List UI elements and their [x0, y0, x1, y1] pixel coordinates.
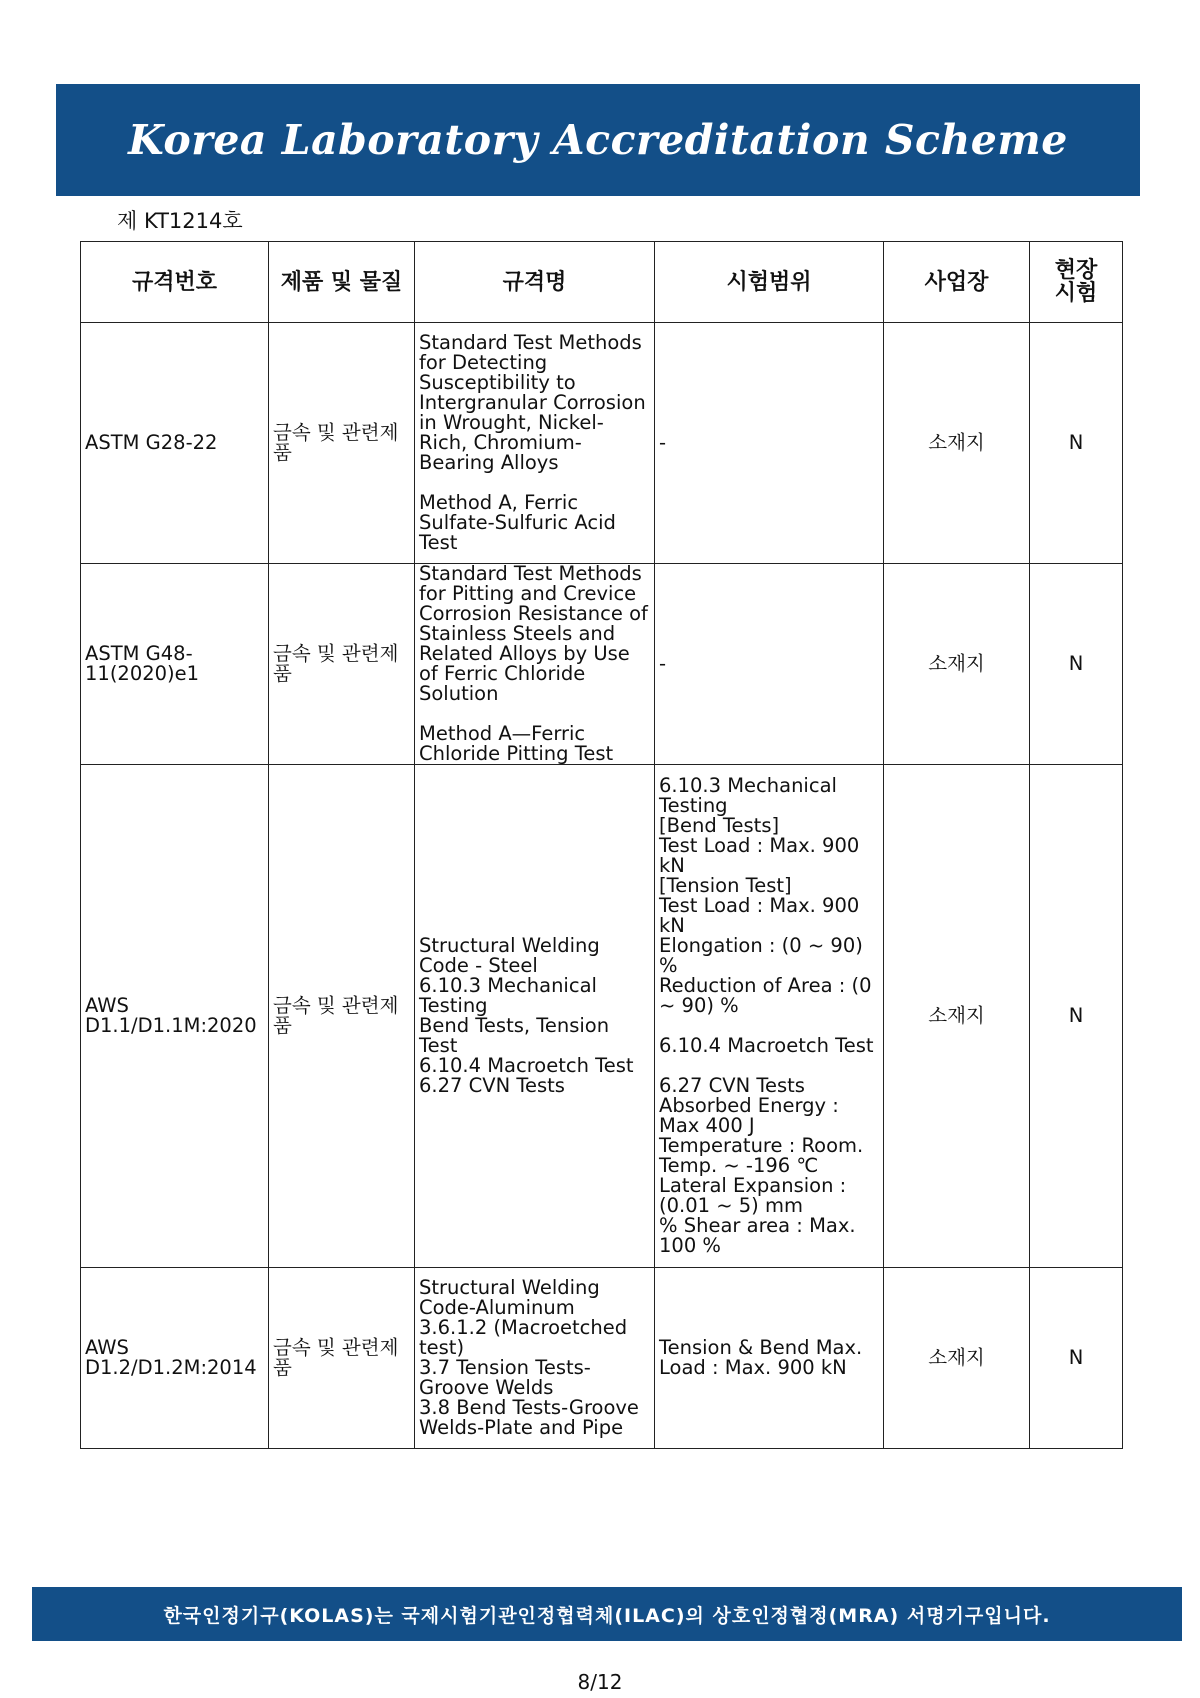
scope-line: Elongation : (0 ~ 90) %: [659, 934, 863, 977]
site-cell: 소재지: [884, 564, 1030, 765]
onsite-cell: N: [1030, 564, 1123, 765]
standard-title-cell: [415, 564, 655, 765]
product-cell: 금속 및 관련제품: [269, 323, 415, 564]
column-header-onsite-test: [1030, 242, 1123, 323]
title-line: Standard Test Methods for Pitting and Crevice Corrosion Resistance of Stainless Steels and Related Alloys by Use of Ferric Chloride Solution: [419, 563, 648, 705]
scope-line: Temperature : Room. Temp. ~ -196 ℃: [659, 1134, 864, 1177]
title-line: Standard Test Methods for Detecting Susceptibility to Intergranular Corrosion in Wrought, Nickel-Rich, Chromium-Bearing Alloys: [419, 331, 646, 474]
scope-line: Test Load : Max. 900 kN: [659, 894, 860, 937]
title-line: 3.6.1.2 (Macroetched test): [419, 1316, 628, 1359]
column-header-standard-no: 규격번호: [81, 242, 269, 323]
standard-title-cell: [415, 323, 655, 564]
scope-line: 6.10.3 Mechanical Testing: [659, 774, 837, 817]
standard-no-cell: ASTM G28-22: [81, 323, 269, 564]
title-line: Structural Welding Code-Aluminum: [419, 1276, 600, 1319]
header-banner: [56, 84, 1140, 196]
scope-line: Lateral Expansion : (0.01 ~ 5) mm: [659, 1174, 847, 1217]
scope-line: 6.10.4 Macroetch Test: [659, 1034, 874, 1057]
product-cell: 금속 및 관련제품: [269, 564, 415, 765]
title-line: Bend Tests, Tension Test: [419, 1014, 610, 1057]
onsite-header-line2: 시험: [1054, 281, 1098, 306]
onsite-cell: N: [1030, 765, 1123, 1268]
title-line: 6.10.3 Mechanical Testing: [419, 974, 597, 1017]
title-line: Method A, Ferric Sulfate-Sulfuric Acid Test: [419, 491, 616, 554]
scope-line: [Tension Test]: [659, 874, 792, 897]
site-cell: 소재지: [884, 1268, 1030, 1449]
test-scope-cell: [655, 765, 884, 1268]
standard-title-cell: [415, 1268, 655, 1449]
title-line: Method A—Ferric Chloride Pitting Test: [419, 722, 614, 765]
test-scope-cell: Tension & Bend Max. Load : Max. 900 kN: [655, 1268, 884, 1449]
scope-line: Absorbed Energy : Max 400 J: [659, 1094, 839, 1137]
title-line: 6.10.4 Macroetch Test: [419, 1054, 634, 1077]
table-row: [81, 323, 1123, 564]
table-row: [81, 765, 1123, 1268]
title-line: 6.27 CVN Tests: [419, 1074, 565, 1097]
scope-line: [Bend Tests]: [659, 814, 780, 837]
site-cell: 소재지: [884, 323, 1030, 564]
onsite-cell: N: [1030, 1268, 1123, 1449]
product-cell: 금속 및 관련제품: [269, 765, 415, 1268]
column-header-product: 제품 및 물질: [269, 242, 415, 323]
footer-notice-bar: [32, 1587, 1182, 1641]
title-line: Structural Welding Code - Steel: [419, 934, 600, 977]
column-header-site: 사업장: [884, 242, 1030, 323]
scope-line: 6.27 CVN Tests: [659, 1074, 805, 1097]
standard-title-cell: [415, 765, 655, 1268]
title-line: 3.8 Bend Tests-Groove Welds-Plate and Pipe: [419, 1396, 639, 1439]
table-row: [81, 564, 1123, 765]
certificate-number: 제 KT1214호: [117, 209, 243, 233]
page-number: 8/12: [577, 1670, 623, 1694]
standard-no-cell: AWS D1.2/D1.2M:2014: [81, 1268, 269, 1449]
footer-notice: 한국인정기구(KOLAS)는 국제시험기관인정협력체(ILAC)의 상호인정협정(MRA) 서명기구입니다.: [163, 1604, 1051, 1627]
table-row: [81, 1268, 1123, 1449]
standard-no-cell: AWS D1.1/D1.1M:2020: [81, 765, 269, 1268]
onsite-header-line1: 현장: [1054, 258, 1098, 283]
test-scope-cell: -: [655, 564, 884, 765]
site-cell: 소재지: [884, 765, 1030, 1268]
accreditation-scope-table: [80, 241, 1123, 1449]
table-header-row: [81, 242, 1123, 323]
scope-line: % Shear area : Max. 100 %: [659, 1214, 856, 1257]
onsite-cell: N: [1030, 323, 1123, 564]
test-scope-cell: -: [655, 323, 884, 564]
column-header-test-scope: 시험범위: [655, 242, 884, 323]
scope-line: Test Load : Max. 900 kN: [659, 834, 860, 877]
standard-no-cell: ASTM G48-11(2020)e1: [81, 564, 269, 765]
title-line: 3.7 Tension Tests-Groove Welds: [419, 1356, 591, 1399]
column-header-standard-title: 규격명: [415, 242, 655, 323]
scope-line: Reduction of Area : (0 ~ 90) %: [659, 974, 872, 1017]
product-cell: 금속 및 관련제품: [269, 1268, 415, 1449]
banner-title: Korea Laboratory Accreditation Scheme: [128, 116, 1068, 164]
